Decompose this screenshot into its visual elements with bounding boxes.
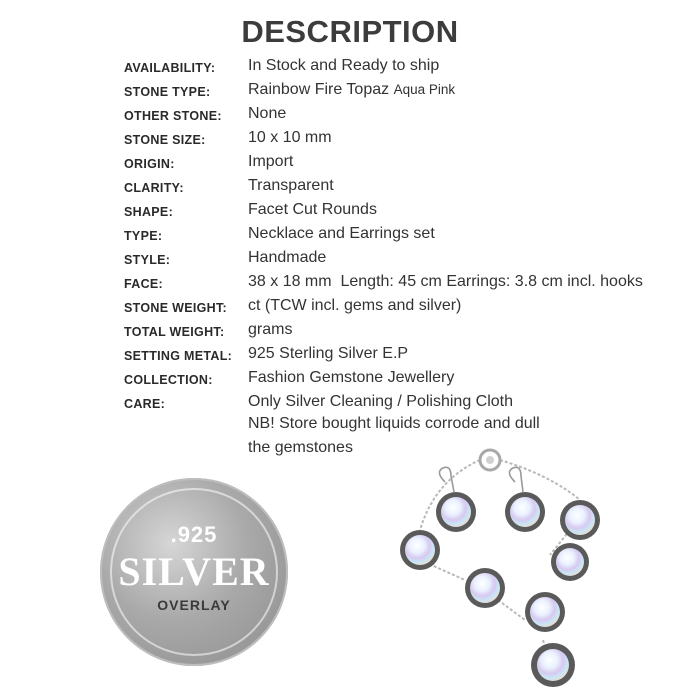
spec-row-shape xyxy=(124,201,694,225)
spec-label: TYPE: xyxy=(124,229,163,243)
care-note-line: the gemstones xyxy=(248,439,353,456)
spec-row-type xyxy=(124,225,694,249)
spec-value: In Stock and Ready to ship xyxy=(248,57,440,74)
spec-label: STONE TYPE: xyxy=(124,85,211,99)
spec-value: Fashion Gemstone Jewellery xyxy=(248,369,455,386)
spec-label: FACE: xyxy=(124,277,163,291)
spec-label: STYLE: xyxy=(124,253,171,267)
stone-type-main: Rainbow Fire Topaz xyxy=(248,81,390,98)
spec-value: 38 x 18 mm Length: 45 cm Earrings: 3.8 cm incl. hooks xyxy=(248,273,643,290)
badge-purity: .925 xyxy=(170,522,218,547)
spec-value: Necklace and Earrings set xyxy=(248,225,435,242)
spec-value: Facet Cut Rounds xyxy=(248,201,377,218)
spec-row-total-weight xyxy=(124,321,694,345)
spec-value: 925 Sterling Silver E.P xyxy=(248,345,409,362)
spec-row-origin xyxy=(124,153,694,177)
spec-row-collection xyxy=(124,369,694,393)
spec-row-availability xyxy=(124,57,694,81)
spec-label: ORIGIN: xyxy=(124,157,175,171)
spec-label: OTHER STONE: xyxy=(124,109,222,123)
spec-value: grams xyxy=(248,321,293,338)
necklace-stones xyxy=(400,500,600,687)
badge-finish: OVERLAY xyxy=(157,597,231,613)
spec-value: ct (TCW incl. gems and silver) xyxy=(248,297,462,314)
spec-label: CLARITY: xyxy=(124,181,184,195)
stone-type-color: Aqua Pink xyxy=(393,82,456,97)
page-title: DESCRIPTION xyxy=(241,14,459,49)
spec-value: None xyxy=(248,105,287,122)
spec-row-clarity xyxy=(124,177,694,201)
spec-table xyxy=(124,57,694,465)
spec-value: Transparent xyxy=(248,177,334,194)
silver-overlay-badge xyxy=(100,478,288,666)
spec-label: COLLECTION: xyxy=(124,373,213,387)
jewelry-photo xyxy=(390,440,690,695)
spec-value xyxy=(248,81,455,99)
spec-label: SHAPE: xyxy=(124,205,174,219)
spec-value: 10 x 10 mm xyxy=(248,129,332,146)
spec-row-setting-metal xyxy=(124,345,694,369)
care-note-line: NB! Store bought liquids corrode and dull xyxy=(248,415,540,432)
spec-label: STONE SIZE: xyxy=(124,133,206,147)
spec-value: Handmade xyxy=(248,249,327,266)
badge-metal: SILVER xyxy=(118,549,270,594)
spec-row-face xyxy=(124,273,694,297)
spec-row-stone-weight xyxy=(124,297,694,321)
spec-row-style xyxy=(124,249,694,273)
spec-label: SETTING METAL: xyxy=(124,349,233,363)
spec-label: CARE: xyxy=(124,397,166,411)
spec-row-care-continued xyxy=(124,417,694,441)
necklace-clasp xyxy=(480,450,500,470)
earring-right xyxy=(505,467,545,532)
spec-row-other-stone xyxy=(124,105,694,129)
spec-label: STONE WEIGHT: xyxy=(124,301,227,315)
spec-label: AVAILABILITY: xyxy=(124,61,216,75)
spec-value: Only Silver Cleaning / Polishing Cloth xyxy=(248,393,514,410)
spec-row-stone-type xyxy=(124,81,694,105)
spec-row-care xyxy=(124,393,694,417)
spec-label: TOTAL WEIGHT: xyxy=(124,325,225,339)
spec-row-stone-size xyxy=(124,129,694,153)
earring-left xyxy=(436,467,476,532)
spec-value: Import xyxy=(248,153,294,170)
